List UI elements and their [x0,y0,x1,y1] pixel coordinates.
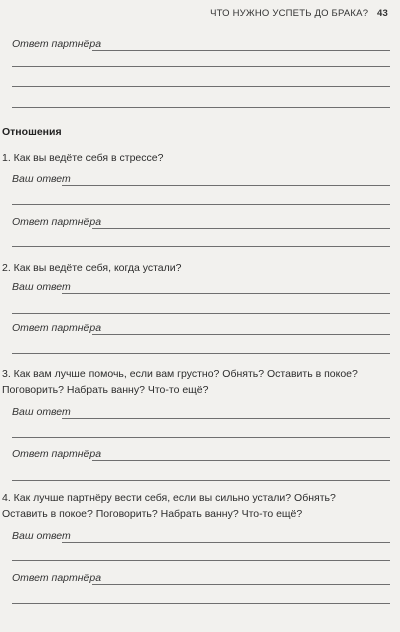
answer-line[interactable] [12,353,390,354]
answer-line[interactable] [12,480,390,481]
question-3: 3. Как вам лучше помочь, если вам грустно? Обнять? Оставить в покое? Поговорить? Набрать ванну? Что-то ещё? [2,368,358,396]
partner-answer-label: Ответ партнёра [12,572,102,584]
answer-line[interactable] [12,86,390,87]
section-title: Отношения [2,126,62,138]
question-4: 4. Как лучше партнёру вести себя, если вы сильно устали? Обнять? Оставить в покое? Поговорить? Набрать ванну? Что-то ещё? [2,492,336,520]
chapter-title: ЧТО НУЖНО УСПЕТЬ ДО БРАКА? [210,8,369,19]
answer-line[interactable] [12,246,390,247]
page-number: 43 [377,8,388,19]
answer-line[interactable] [62,185,390,186]
your-answer-label: Ваш ответ [12,173,71,185]
answer-line[interactable] [92,334,390,335]
answer-line[interactable] [12,66,390,67]
answer-line[interactable] [92,584,390,585]
answer-line[interactable] [62,293,390,294]
answer-line[interactable] [62,418,390,419]
your-answer-label: Ваш ответ [12,530,71,542]
answer-line[interactable] [12,313,390,314]
your-answer-label: Ваш ответ [12,281,71,293]
question-2: 2. Как вы ведёте себя, когда устали? [2,262,182,274]
answer-line[interactable] [12,107,390,108]
partner-answer-label: Ответ партнёра [12,38,102,50]
answer-line[interactable] [62,542,390,543]
partner-answer-label: Ответ партнёра [12,448,102,460]
your-answer-label: Ваш ответ [12,406,71,418]
partner-answer-label: Ответ партнёра [12,216,102,228]
answer-line[interactable] [12,603,390,604]
answer-line[interactable] [12,204,390,205]
answer-line[interactable] [12,437,390,438]
answer-line[interactable] [12,560,390,561]
answer-line[interactable] [92,228,390,229]
running-header [210,8,388,19]
question-1: 1. Как вы ведёте себя в стрессе? [2,152,164,164]
answer-line[interactable] [92,50,390,51]
answer-line[interactable] [92,460,390,461]
partner-answer-label: Ответ партнёра [12,322,102,334]
